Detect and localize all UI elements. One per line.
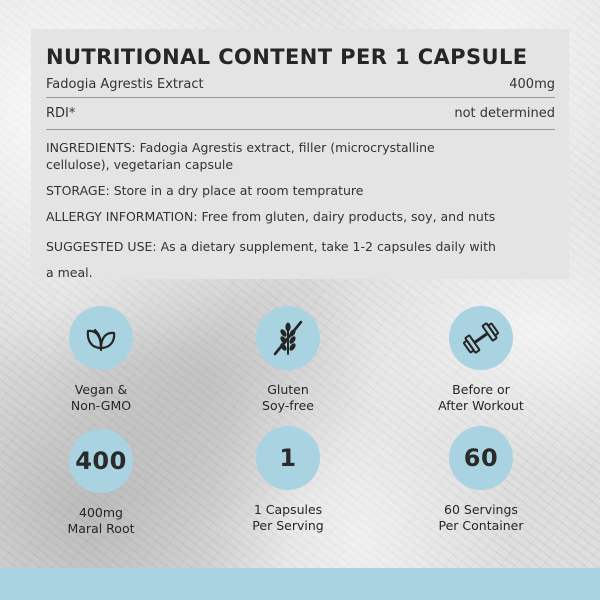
storage-text: STORAGE: Store in a dry place at room temprature xyxy=(46,183,364,198)
servings-number: 60 xyxy=(463,444,499,472)
workout-label-line-2: After Workout xyxy=(438,398,524,413)
dumbbell-icon xyxy=(460,317,502,359)
allergy-text: ALLERGY INFORMATION: Free from gluten, dairy products, soy, and nuts xyxy=(46,209,496,224)
feature-servings-per-container xyxy=(401,426,561,534)
feature-capsules-per-serving xyxy=(208,426,368,534)
maral-root-label-line-2: Maral Root xyxy=(67,521,135,536)
capsules-number: 1 xyxy=(279,444,297,472)
ingredients-line-2: cellulose), vegetarian capsule xyxy=(46,157,234,172)
workout-badge xyxy=(449,306,513,370)
feature-maral-root xyxy=(21,429,181,537)
maral-root-label xyxy=(21,505,181,537)
vegan-label xyxy=(21,382,181,414)
leaf-icon xyxy=(81,318,121,358)
capsules-label xyxy=(208,502,368,534)
servings-label xyxy=(401,502,561,534)
rdi-value: not determined xyxy=(454,105,555,121)
servings-badge xyxy=(449,426,513,490)
vegan-label-line-1: Vegan & xyxy=(74,382,128,397)
gluten-label-line-2: Soy-free xyxy=(262,398,314,413)
ingredients-line-1: INGREDIENTS: Fadogia Agrestis extract, filler (microcrystalline xyxy=(46,140,435,155)
capsules-badge xyxy=(256,426,320,490)
nutrition-panel xyxy=(31,29,569,279)
gluten-badge xyxy=(256,306,320,370)
servings-label-line-1: 60 Servings xyxy=(444,502,518,517)
vegan-label-line-2: Non-GMO xyxy=(70,398,132,413)
no-wheat-icon xyxy=(266,316,310,360)
workout-label-line-1: Before or xyxy=(452,382,510,397)
vegan-badge xyxy=(69,306,133,370)
extract-value: 400mg xyxy=(509,76,555,92)
maral-root-label-line-1: 400mg xyxy=(79,505,123,520)
rdi-label: RDI* xyxy=(46,105,76,121)
suggested-use-text xyxy=(46,234,526,286)
feature-grid xyxy=(0,300,600,550)
gluten-label xyxy=(208,382,368,414)
extract-label: Fadogia Agrestis Extract xyxy=(46,76,204,92)
rdi-row xyxy=(46,98,555,130)
maral-root-badge xyxy=(69,429,133,493)
suggested-line-1: SUGGESTED USE: As a dietary supplement, take 1-2 capsules daily with xyxy=(46,239,496,254)
capsules-label-line-2: Per Serving xyxy=(252,518,324,533)
bottom-accent-band xyxy=(0,568,600,600)
workout-label xyxy=(401,382,561,414)
panel-title: NUTRITIONAL CONTENT PER 1 CAPSULE xyxy=(46,45,528,69)
servings-label-line-2: Per Container xyxy=(438,518,524,533)
feature-gluten xyxy=(208,306,368,414)
maral-root-number: 400 xyxy=(75,447,127,475)
suggested-line-2: a meal. xyxy=(46,265,93,280)
gluten-label-line-1: Gluten xyxy=(267,382,309,397)
capsules-label-line-1: 1 Capsules xyxy=(253,502,323,517)
extract-row xyxy=(46,72,555,98)
ingredients-text xyxy=(46,139,555,173)
feature-vegan xyxy=(21,306,181,414)
feature-workout xyxy=(401,306,561,414)
